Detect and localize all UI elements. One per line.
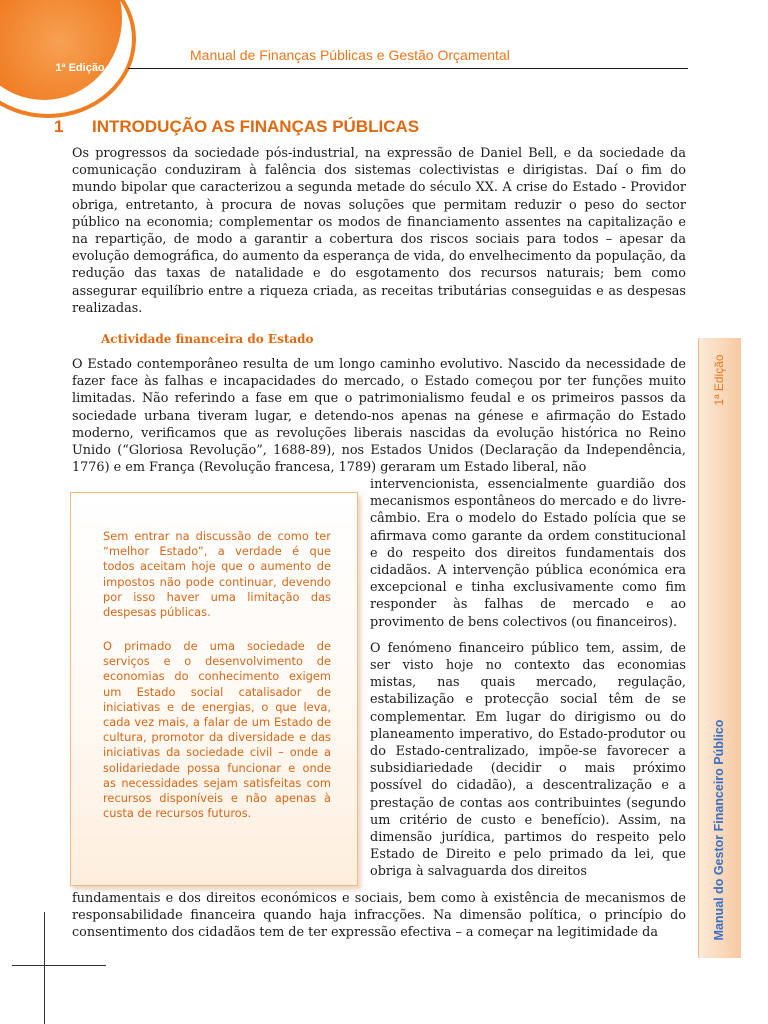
pull-quote-box (70, 492, 358, 886)
edition-badge-label: 1ª Edição (55, 62, 105, 74)
pull-quote-paragraph-2: O primado de uma sociedade de serviços e o desenvolvimento de economias do conhecimento exigem um Estado social catalisador de iniciativas e de energias, o que leva, cada vez mais, a falar de um Estado de cultura, promotor da diversidade e das iniciativas da sociedade civil – onde a solidariedade possa funcionar e onde as necessidades sejam satisfeitas com recursos disponíveis e não apenas à custa de recursos futuros. (103, 639, 331, 821)
running-header-title: Manual de Finanças Públicas e Gestão Orçamental (190, 47, 510, 63)
right-text-column (370, 476, 686, 881)
pull-quote-paragraph-1: Sem entrar na discussão de como ter “melhor Estado”, a verdade é que todos aceitam hoje que o aumento de impostos não pode continuar, devendo por isso haver uma limitação das despesas públicas. (103, 529, 331, 620)
crop-mark-horizontal (12, 965, 106, 966)
chapter-title: INTRODUÇÃO AS FINANÇAS PÚBLICAS (92, 117, 420, 136)
header-rule (128, 68, 688, 69)
sidebar-manual-title: Manual do Gestor Financeiro Público (712, 719, 726, 941)
chapter-number: 1 (54, 117, 64, 136)
body-paragraph-2: fundamentais e dos direitos económicos e sociais, bem como à existência de mecanismos de responsabilidade financeira quando haja infracções. Na dimensão política, o princípio do consentimento dos cidadãos tem de ter expressão efectiva – a começar na legitimidade da (72, 891, 686, 941)
sidebar-edition-label: 1ª Edição (712, 354, 726, 406)
right-column-paragraph-1: intervencionista, essencialmente guardião dos mecanismos espontâneos do mercado e do livre-câmbio. Era o modelo do Estado polícia que se afirmava como garante da ordem constitucional e do respeito dos direitos fundamentais dos cidadãos. A intervenção pública económica era excepcional e tinha exclusivamente como fim responder às falhas de mercado e ao provimento de bens colectivos (ou financeiros). (370, 477, 686, 630)
intro-paragraph: Os progressos da sociedade pós-industrial, na expressão de Daniel Bell, e da sociedade da comunicação conduziram à falência dos sistemas colectivistas e dirigistas. Daí o fim do mundo bipolar que caracterizou a segunda metade do século XX. A crise do Estado - Providor obriga, entretanto, à procura de novas soluções que permitam reduzir o peso do sector público na economia; complementar os modos de financiamento assentes na capitalização e na repartição, de modo a garantir a cobertura dos riscos sociais para todos – apesar da evolução demográfica, do aumento da esperança de vida, do envelhecimento da população, da redução das taxas de natalidade e do esgotamento dos recursos naturais; bem como assegurar equilíbrio entre a riqueza criada, as receitas tributárias conseguidas e as despesas realizadas. (72, 146, 686, 316)
section-heading: Actividade financeira do Estado (101, 332, 314, 346)
body-paragraph-1: O Estado contemporâneo resulta de um longo caminho evolutivo. Nascido da necessidade de fazer face às falhas e incapacidades do mercado, o Estado começou por ter funções muito limitadas. Não referindo a fase em que o patrimonialismo feudal e os primeiros passos da sociedade urbana tiveram lugar, e detendo-nos apenas na génese e afirmação do Estado moderno, verificamos que as revoluções liberais nascidas da evolução histórica no Reino Unido (“Gloriosa Revolução”, 1688-89), nos Estados Unidos (Declaração da Independência, 1776) e em França (Revolução francesa, 1789) geraram um Estado liberal, não (72, 357, 686, 476)
crop-mark-vertical (44, 912, 45, 1024)
right-column-paragraph-2: O fenómeno financeiro público tem, assim, de ser visto hoje no contexto das economias mistas, nas quais mercado, regulação, estabilização e protecção social têm de se complementar. Em lugar do dirigismo ou do planeamento imperativo, do Estado-produtor ou do Estado-centralizado, impõe-se favorecer a subsidiariedade (decidir o mais próximo possível do cidadão), a descentralização e a prestação de contas aos contribuintes (segundo um critério de custo e benefício). Assim, na dimensão jurídica, partimos do respeito pelo Estado de Direito e pelo primado da lei, que obriga à salvaguarda dos direitos (370, 640, 686, 880)
